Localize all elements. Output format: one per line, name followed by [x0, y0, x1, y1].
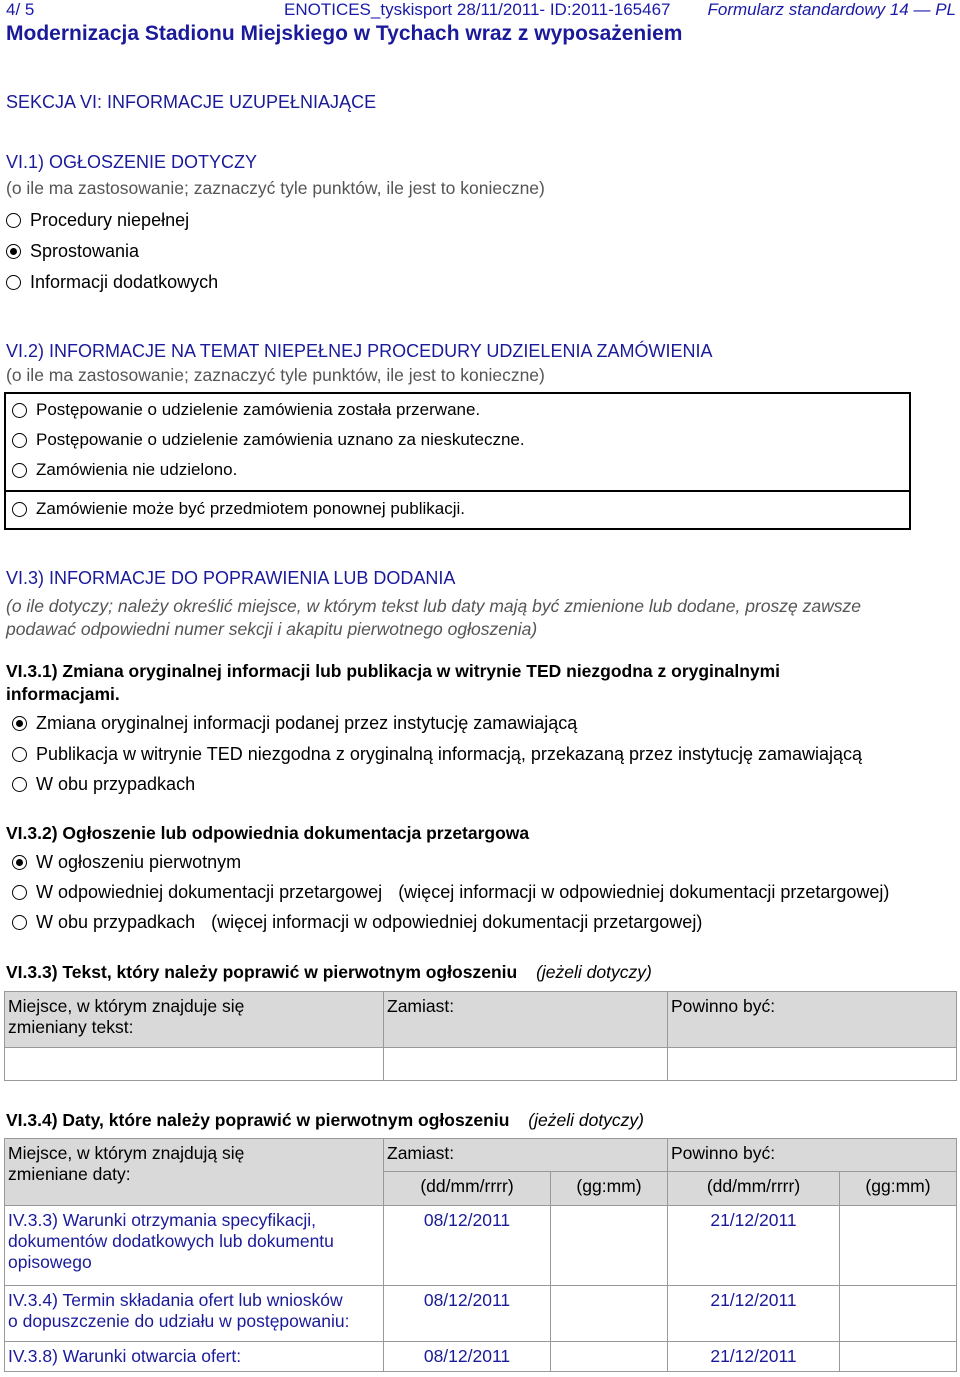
- vi34-heading-row: [6, 1110, 644, 1131]
- vi1-option-0[interactable]: Procedury niepełnej: [6, 210, 189, 231]
- radio-icon[interactable]: [12, 747, 27, 762]
- vi3-heading: VI.3) INFORMACJE DO POPRAWIENIA LUB DODANIA: [6, 568, 456, 588]
- vi34-col-place: Miejsce, w którym znajdują się zmieniane daty:: [5, 1139, 384, 1206]
- vi34-row-new-time: [840, 1206, 957, 1286]
- vi34-sub-new-date: (dd/mm/rrrr): [668, 1172, 840, 1206]
- vi34-row-new-time: [840, 1342, 957, 1372]
- radio-icon[interactable]: [12, 915, 27, 930]
- vi34-row-old-time: [551, 1342, 668, 1372]
- vi34-row-old-time: [551, 1206, 668, 1286]
- radio-icon[interactable]: [12, 777, 27, 792]
- page-header: [6, 0, 956, 20]
- vi34-row-old-time: [551, 1286, 668, 1342]
- vi34-row-old-date: 08/12/2011: [384, 1286, 551, 1342]
- vi33-cell-should[interactable]: [668, 1048, 957, 1081]
- vi34-row-new-date: 21/12/2011: [668, 1342, 840, 1372]
- vi33-col-should: Powinno być:: [668, 992, 957, 1048]
- vi2-option-0[interactable]: Postępowanie o udzielenie zamówienia została przerwane.: [12, 400, 480, 420]
- notice-id: ENOTICES_tyskisport 28/11/2011- ID:2011-165467: [284, 0, 671, 19]
- form-name: Formularz standardowy 14 — PL: [707, 0, 956, 19]
- vi2-note: (o ile ma zastosowanie; zaznaczyć tyle punktów, ile jest to konieczne): [6, 365, 545, 385]
- vi33-table: [4, 991, 957, 1081]
- vi31-heading-2: informacjami.: [6, 684, 120, 704]
- vi33-qualifier: (jeżeli dotyczy): [536, 962, 652, 982]
- radio-icon[interactable]: [12, 403, 27, 418]
- vi33-col-instead: Zamiast:: [384, 992, 668, 1048]
- vi34-table: [4, 1138, 957, 1372]
- vi33-heading: VI.3.3) Tekst, który należy poprawić w pierwotnym ogłoszeniu: [6, 962, 518, 982]
- vi34-row-old-date: 08/12/2011: [384, 1342, 551, 1372]
- vi34-row-place: IV.3.8) Warunki otwarcia ofert:: [5, 1342, 384, 1372]
- vi1-option-2[interactable]: Informacji dodatkowych: [6, 272, 218, 293]
- radio-icon[interactable]: [6, 275, 21, 290]
- radio-icon[interactable]: [12, 433, 27, 448]
- section-heading: SEKCJA VI: INFORMACJE UZUPEŁNIAJĄCE: [6, 92, 377, 112]
- page-number: 4/ 5: [6, 0, 35, 19]
- vi2-option-1[interactable]: Postępowanie o udzielenie zamówienia uznano za nieskuteczne.: [12, 430, 525, 450]
- vi34-sub-old-date: (dd/mm/rrrr): [384, 1172, 551, 1206]
- vi34-col-instead: Zamiast:: [384, 1139, 668, 1172]
- vi31-option-1[interactable]: Publikacja w witrynie TED niezgodna z oryginalną informacją, przekazaną przez instytucję zamawiającą: [12, 744, 862, 765]
- vi34-row-old-date: 08/12/2011: [384, 1206, 551, 1286]
- vi34-qualifier: (jeżeli dotyczy): [528, 1110, 645, 1130]
- radio-selected-icon[interactable]: [12, 855, 27, 870]
- vi33-cell-place[interactable]: [5, 1048, 384, 1081]
- vi1-option-1[interactable]: Sprostowania: [6, 241, 139, 262]
- vi3-note-1: (o ile dotyczy; należy określić miejsce, w którym tekst lub daty mają być zmienione lub dodane, proszę zawsze: [6, 596, 861, 616]
- vi31-option-0[interactable]: Zmiana oryginalnej informacji podanej przez instytucję zamawiającą: [12, 713, 577, 734]
- vi34-sub-old-time: (gg:mm): [551, 1172, 668, 1206]
- radio-icon[interactable]: [12, 502, 27, 517]
- vi1-note: (o ile ma zastosowanie; zaznaczyć tyle punktów, ile jest to konieczne): [6, 178, 545, 198]
- vi31-heading: VI.3.1) Zmiana oryginalnej informacji lub publikacja w witrynie TED niezgodna z oryginalnymi: [6, 661, 781, 681]
- vi32-option-0[interactable]: W ogłoszeniu pierwotnym: [12, 852, 241, 873]
- vi34-row-new-time: [840, 1286, 957, 1342]
- radio-selected-icon[interactable]: [12, 716, 27, 731]
- vi34-row-place: IV.3.3) Warunki otrzymania specyfikacji, dokumentów dodatkowych lub dokumentu opisowego: [5, 1206, 384, 1286]
- radio-icon[interactable]: [12, 463, 27, 478]
- vi3-note-2: podawać odpowiedni numer sekcji i akapitu pierwotnego ogłoszenia): [6, 619, 538, 639]
- vi33-heading-row: [6, 962, 652, 983]
- vi31-option-2[interactable]: W obu przypadkach: [12, 774, 195, 795]
- vi34-row-place: IV.3.4) Termin składania ofert lub wniosków o dopuszczenie do udziału w postępowaniu:: [5, 1286, 384, 1342]
- radio-icon[interactable]: [12, 885, 27, 900]
- radio-icon[interactable]: [6, 213, 21, 228]
- vi2-option-3[interactable]: Zamówienie może być przedmiotem ponownej publikacji.: [12, 499, 465, 519]
- vi2-heading: VI.2) INFORMACJE NA TEMAT NIEPEŁNEJ PROCEDURY UDZIELENIA ZAMÓWIENIA: [6, 341, 713, 361]
- table-row: [5, 1206, 957, 1286]
- vi33-col-place: Miejsce, w którym znajduje się zmieniany tekst:: [5, 992, 384, 1048]
- table-row: [5, 1342, 957, 1372]
- vi34-heading: VI.3.4) Daty, które należy poprawić w pierwotnym ogłoszeniu: [6, 1110, 510, 1130]
- table-row: [5, 1286, 957, 1342]
- vi34-sub-new-time: (gg:mm): [840, 1172, 957, 1206]
- document-title: Modernizacja Stadionu Miejskiego w Tychach wraz z wyposażeniem: [6, 22, 683, 45]
- vi32-option-1[interactable]: W odpowiedniej dokumentacji przetargowej (więcej informacji w odpowiedniej dokumentacji przetargowej): [12, 882, 889, 903]
- vi32-option-2[interactable]: W obu przypadkach (więcej informacji w odpowiedniej dokumentacji przetargowej): [12, 912, 702, 933]
- vi34-col-should: Powinno być:: [668, 1139, 957, 1172]
- vi33-cell-instead[interactable]: [384, 1048, 668, 1081]
- vi34-row-new-date: 21/12/2011: [668, 1206, 840, 1286]
- vi32-heading: VI.3.2) Ogłoszenie lub odpowiednia dokumentacja przetargowa: [6, 823, 530, 843]
- vi2-option-2[interactable]: Zamówienia nie udzielono.: [12, 460, 237, 480]
- vi1-heading: VI.1) OGŁOSZENIE DOTYCZY: [6, 152, 258, 172]
- vi34-row-new-date: 21/12/2011: [668, 1286, 840, 1342]
- radio-selected-icon[interactable]: [6, 244, 21, 259]
